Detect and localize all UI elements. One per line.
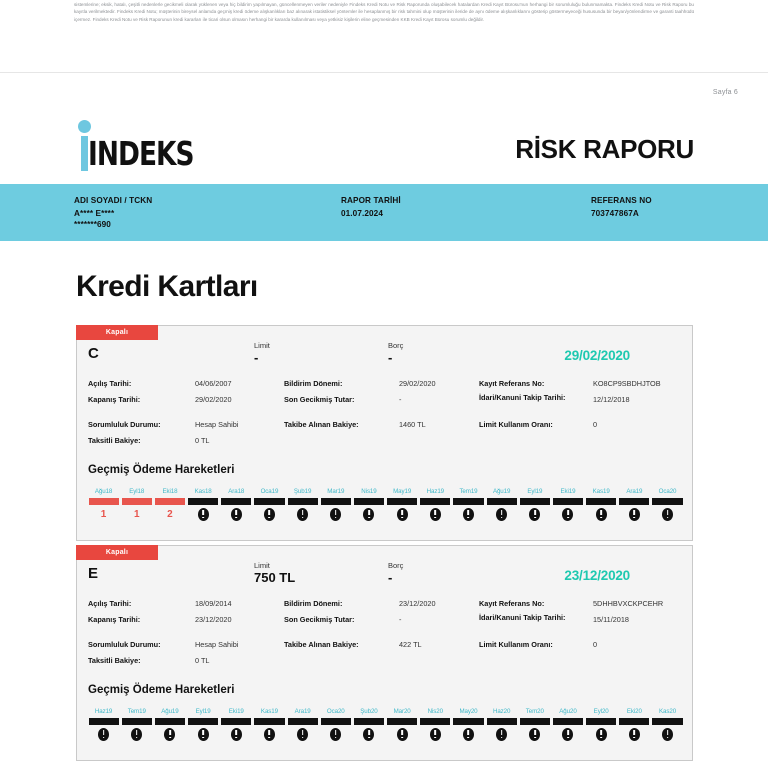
field-label: Sorumluluk Durumu: [88,420,161,429]
timeline-mark [87,728,120,741]
exclamation-circle-icon [397,728,408,741]
timeline-month-label: Haz20 [492,708,511,715]
timeline-mark [253,508,286,521]
timeline-mark [485,508,518,521]
timeline-mark [87,508,120,521]
timeline-mark [253,728,286,741]
field-label: İdari/Kanuni Takip Tarihi: [479,613,566,622]
timeline-bar [553,498,583,505]
timeline-bar [420,498,450,505]
table-row [77,615,692,631]
info-tckn-value: *******690 [74,219,111,229]
timeline-bar [619,718,649,725]
timeline-bar [155,498,185,505]
exclamation-circle-icon [363,728,374,741]
exclamation-circle-icon [231,508,242,521]
field-value: 0 [593,640,598,649]
timeline-month [618,708,651,741]
field-label: Son Gecikmiş Tutar: [284,615,355,624]
timeline-mark [319,508,352,521]
table-row [77,656,692,672]
exclamation-circle-icon [98,728,109,741]
timeline-bar [321,498,351,505]
timeline-bar [221,498,251,505]
info-name-block [74,196,152,229]
field-label: Açılış Tarihi: [88,599,132,608]
timeline-month-label: Mar20 [393,708,411,715]
timeline-month [253,488,286,521]
timeline-month [319,708,352,741]
timeline-month-label: Ağu19 [492,488,511,495]
timeline-bar [387,498,417,505]
timeline-month-label: Eki19 [560,488,576,495]
table-row [77,395,692,411]
timeline-mark [551,728,584,741]
timeline-mark [419,508,452,521]
timeline-month [551,488,584,521]
timeline-mark [386,728,419,741]
exclamation-circle-icon [363,508,374,521]
exclamation-circle-icon [562,728,573,741]
timeline-month [518,708,551,741]
timeline-bar [288,718,318,725]
field-value: 23/12/2020 [195,615,232,624]
timeline-bar [221,718,251,725]
field-value: 29/02/2020 [399,379,436,388]
timeline-bar [122,498,152,505]
disclaimer-text: sistemlerine; eksik, hatalı, çeşitli nedenlerle gecikmeli olarak yüklenen veya hiç bildirim yapılmayan, güncellenmeyen veriler nedeniyle Findeks Kredi Notu ve Risk Raporunda oluşabilecek hatalardan Kredi Kayıt Bürosu'nun herhangi bir sorumluluğu bulunmamakta. Findeks Kredi Notu ve Risk Raporu bu kayıtla verilmektedir. Findeks Kredi Notu; müşterinin bireysel anlamda geçmiş kredi ödeme alışkanlıkları baz alınarak istatistiksel yöntemler ile hesaplanmış bir risk tahmini olup müşterinin ileride de aynı ödeme alışkanlıklarını gösterip göstermeyeceği hususunda bir beyan/yönlendirme ve garanti taahhüdü içermez. Findeks Kredi Notu ve Risk Raporunun kredi kararları ile ticari olsun olmasın herhangi bir kararda kullanılması veya yetkisiz kişilerin eline geçmesinden KKB Kredi Kayıt Bürosu sorumlu değildir. [74,2,694,22]
closing-date-highlight: 23/12/2020 [564,568,630,583]
logo-istem-icon [81,136,88,171]
closing-date-highlight: 29/02/2020 [564,348,630,363]
timeline-bar [453,718,483,725]
timeline-mark [120,508,153,521]
limit-block [254,561,295,585]
timeline-bar [354,718,384,725]
payment-history-timeline [87,488,684,521]
timeline-month [120,488,153,521]
exclamation-circle-icon [496,508,507,521]
limit-label: Limit [254,341,270,350]
exclamation-circle-icon [330,728,341,741]
timeline-month-label: Ağu19 [161,708,179,715]
card-details-table [77,599,692,672]
table-row [77,640,692,656]
timeline-month-label: Şub20 [360,708,378,715]
report-info-band [0,184,768,241]
field-value: 422 TL [399,640,422,649]
field-value: Hesap Sahibi [195,640,239,649]
field-value: KO8CP9SBDHJTOB [593,379,661,388]
timeline-month-label: Oca20 [326,708,345,715]
timeline-mark [286,508,319,521]
exclamation-circle-icon [264,728,275,741]
timeline-mark [153,508,186,521]
timeline-month [518,488,551,521]
timeline-mark [452,508,485,521]
timeline-month [220,488,253,521]
debt-value: - [388,350,393,365]
timeline-bar [188,718,218,725]
field-value: - [399,395,402,404]
timeline-bar [652,498,682,505]
timeline-mark [651,728,684,741]
timeline-month [319,488,352,521]
field-value: 0 TL [195,656,210,665]
timeline-month-label: May20 [459,708,478,715]
timeline-month-label: Eki20 [626,708,642,715]
info-date-value: 01.07.2024 [341,208,383,218]
payment-history-timeline [87,708,684,741]
limit-value: - [254,350,259,365]
timeline-bar [321,718,351,725]
timeline-month [187,488,220,521]
timeline-bar [387,718,417,725]
exclamation-circle-icon [496,728,507,741]
field-label: Açılış Tarihi: [88,379,132,388]
field-label: Taksitli Bakiye: [88,656,141,665]
timeline-bar [155,718,185,725]
field-label: Son Gecikmiş Tutar: [284,395,355,404]
timeline-mark [386,508,419,521]
debt-value: - [388,570,393,585]
history-heading: Geçmiş Ödeme Hareketleri [88,684,235,696]
status-badge: Kapalı [76,325,158,340]
timeline-month [585,708,618,741]
timeline-month-label: Tem20 [525,708,544,715]
timeline-bar [520,718,550,725]
timeline-month-label: Kas18 [194,488,212,495]
exclamation-circle-icon [662,508,673,521]
timeline-month [120,708,153,741]
timeline-month [253,708,286,741]
timeline-mark [286,728,319,741]
table-row [77,420,692,436]
field-label: Kapanış Tarihi: [88,395,141,404]
timeline-mark [518,508,551,521]
timeline-month [585,488,618,521]
timeline-month-label: May19 [393,488,412,495]
field-value: 04/06/2007 [195,379,232,388]
exclamation-circle-icon [430,728,441,741]
timeline-bar [254,718,284,725]
timeline-month [618,488,651,521]
exclamation-circle-icon [264,508,275,521]
field-value: 18/09/2014 [195,599,232,608]
field-value: 12/12/2018 [593,395,630,404]
timeline-bar [354,498,384,505]
timeline-month-label: Mar19 [327,488,345,495]
timeline-bar [89,718,119,725]
exclamation-circle-icon [164,728,175,741]
timeline-month [352,708,385,741]
timeline-month-label: Nis19 [361,488,377,495]
timeline-bar [487,718,517,725]
row-spacer [77,411,692,420]
timeline-mark [551,508,584,521]
timeline-month [220,708,253,741]
timeline-bar [89,498,119,505]
timeline-month [87,708,120,741]
field-value: 23/12/2020 [399,599,436,608]
debt-label: Borç [388,561,404,570]
field-label: Bildirim Dönemi: [284,379,343,388]
timeline-month-label: Ara19 [626,488,643,495]
timeline-month-label: Şub19 [293,488,312,495]
limit-label: Limit [254,561,270,570]
timeline-mark [518,728,551,741]
exclamation-circle-icon [131,728,142,741]
timeline-bar [520,498,550,505]
debt-block [388,561,403,585]
bank-letter: C [88,345,99,362]
exclamation-circle-icon [529,728,540,741]
timeline-month-label: Tem19 [127,708,146,715]
field-label: Kapanış Tarihi: [88,615,141,624]
exclamation-circle-icon [463,728,474,741]
field-value: 0 [593,420,598,429]
timeline-delay-count: 2 [167,509,173,520]
info-name-label: ADI SOYADI / TCKN [74,196,153,205]
timeline-mark [319,728,352,741]
logo-wordmark: INDEKS [88,134,194,173]
exclamation-circle-icon [297,728,308,741]
timeline-month [386,488,419,521]
timeline-month [286,488,319,521]
timeline-delay-count: 1 [133,509,140,520]
timeline-mark [452,728,485,741]
timeline-bar [188,498,218,505]
timeline-month [187,708,220,741]
info-reference-label: REFERANS NO [591,196,652,205]
field-value: 29/02/2020 [195,395,232,404]
timeline-bar [288,498,318,505]
table-row [77,599,692,615]
timeline-bar [420,718,450,725]
field-value: 0 TL [195,436,210,445]
timeline-month-label: Eyl19 [195,708,211,715]
timeline-mark [485,728,518,741]
timeline-month-label: Oca20 [658,488,677,495]
timeline-bar [652,718,682,725]
field-label: Kayıt Referans No: [479,379,545,388]
field-label: Limit Kullanım Oranı: [479,420,553,429]
credit-card-panel [76,545,693,761]
timeline-mark [187,728,220,741]
timeline-mark [187,508,220,521]
table-row [77,379,692,395]
page-number: Sayfa 6 [712,89,738,96]
timeline-mark [618,728,651,741]
report-header [74,118,694,180]
timeline-month-label: Haz19 [94,708,113,715]
info-date-block [341,196,401,218]
history-heading: Geçmiş Ödeme Hareketleri [88,464,235,476]
card-details-table [77,379,692,452]
timeline-mark [352,508,385,521]
timeline-month [153,488,186,521]
field-label: Limit Kullanım Oranı: [479,640,553,649]
timeline-bar [619,498,649,505]
exclamation-circle-icon [596,508,607,521]
timeline-mark [352,728,385,741]
exclamation-circle-icon [430,508,441,521]
field-value: 15/11/2018 [593,615,629,624]
exclamation-circle-icon [629,508,640,521]
timeline-month-label: Eki18 [162,488,178,495]
timeline-month [286,708,319,741]
timeline-delay-count: 1 [100,509,107,520]
timeline-month-label: Ara18 [228,488,245,495]
table-row [77,436,692,452]
legal-disclaimer [74,0,694,23]
field-label: Takibe Alınan Bakiye: [284,640,359,649]
timeline-month-label: Haz19 [426,488,444,495]
exclamation-circle-icon [562,508,573,521]
exclamation-circle-icon [397,508,408,521]
exclamation-circle-icon [662,728,673,741]
timeline-month-label: Ara19 [294,708,311,715]
exclamation-circle-icon [231,728,242,741]
timeline-month-label: Tem19 [459,488,478,495]
timeline-month [419,708,452,741]
field-label: Taksitli Bakiye: [88,436,141,445]
exclamation-circle-icon [198,728,209,741]
timeline-month [386,708,419,741]
field-label: Takibe Alınan Bakiye: [284,420,359,429]
timeline-bar [553,718,583,725]
timeline-month-label: Eyl19 [527,488,543,495]
logo-dot-icon [78,120,91,133]
timeline-month-label: Kas20 [658,708,677,715]
timeline-mark [220,508,253,521]
info-reference-block [591,196,652,218]
field-value: - [399,615,402,624]
timeline-bar [586,498,616,505]
info-reference-value: 703747867A [591,208,639,218]
timeline-mark [585,508,618,521]
timeline-mark [220,728,253,741]
timeline-month-label: Eki19 [228,708,244,715]
exclamation-circle-icon [198,508,209,521]
timeline-month [352,488,385,521]
timeline-month [651,708,684,741]
timeline-month [551,708,584,741]
field-value: Hesap Sahibi [195,420,239,429]
timeline-month-label: Nis20 [427,708,443,715]
field-value: 1460 TL [399,420,426,429]
timeline-month [87,488,120,521]
timeline-mark [585,728,618,741]
timeline-bar [487,498,517,505]
exclamation-circle-icon [596,728,607,741]
timeline-month [452,708,485,741]
timeline-month [452,488,485,521]
row-spacer [77,631,692,640]
debt-block [388,341,403,365]
field-label: İdari/Kanuni Takip Tarihi: [479,393,566,402]
timeline-mark [153,728,186,741]
timeline-month [153,708,186,741]
timeline-month [419,488,452,521]
timeline-mark [120,728,153,741]
exclamation-circle-icon [297,508,308,521]
limit-block [254,341,270,365]
timeline-bar [453,498,483,505]
timeline-month-label: Kas19 [260,708,278,715]
timeline-bar [122,718,152,725]
info-date-label: RAPOR TARİHİ [341,196,401,205]
exclamation-circle-icon [629,728,640,741]
timeline-month [485,708,518,741]
timeline-mark [618,508,651,521]
field-label: Bildirim Dönemi: [284,599,343,608]
timeline-month [485,488,518,521]
header-divider [0,72,768,73]
findeks-logo [74,118,194,176]
debt-label: Borç [388,341,404,350]
timeline-month-label: Ağu20 [559,708,577,715]
exclamation-circle-icon [463,508,474,521]
field-value: 5DHHBVXCKPCEHR [593,599,664,608]
status-badge: Kapalı [76,545,158,560]
timeline-month-label: Eyl20 [593,708,609,715]
timeline-month [651,488,684,521]
timeline-month-label: Eyl18 [129,488,145,495]
timeline-month-label: Kas19 [592,488,610,495]
timeline-bar [254,498,284,505]
bank-letter: E [88,565,99,582]
timeline-mark [651,508,684,521]
page-title: RİSK RAPORU [515,134,694,164]
field-label: Kayıt Referans No: [479,599,545,608]
limit-value: 750 TL [254,570,296,585]
field-label: Sorumluluk Durumu: [88,640,161,649]
credit-card-panel [76,325,693,541]
timeline-mark [419,728,452,741]
exclamation-circle-icon [330,508,341,521]
section-heading: Kredi Kartları [76,270,258,303]
info-name-value: A**** E**** [74,208,115,218]
exclamation-circle-icon [529,508,540,521]
timeline-bar [586,718,616,725]
timeline-month-label: Oca19 [260,488,279,495]
timeline-month-label: Ağu18 [94,488,113,495]
